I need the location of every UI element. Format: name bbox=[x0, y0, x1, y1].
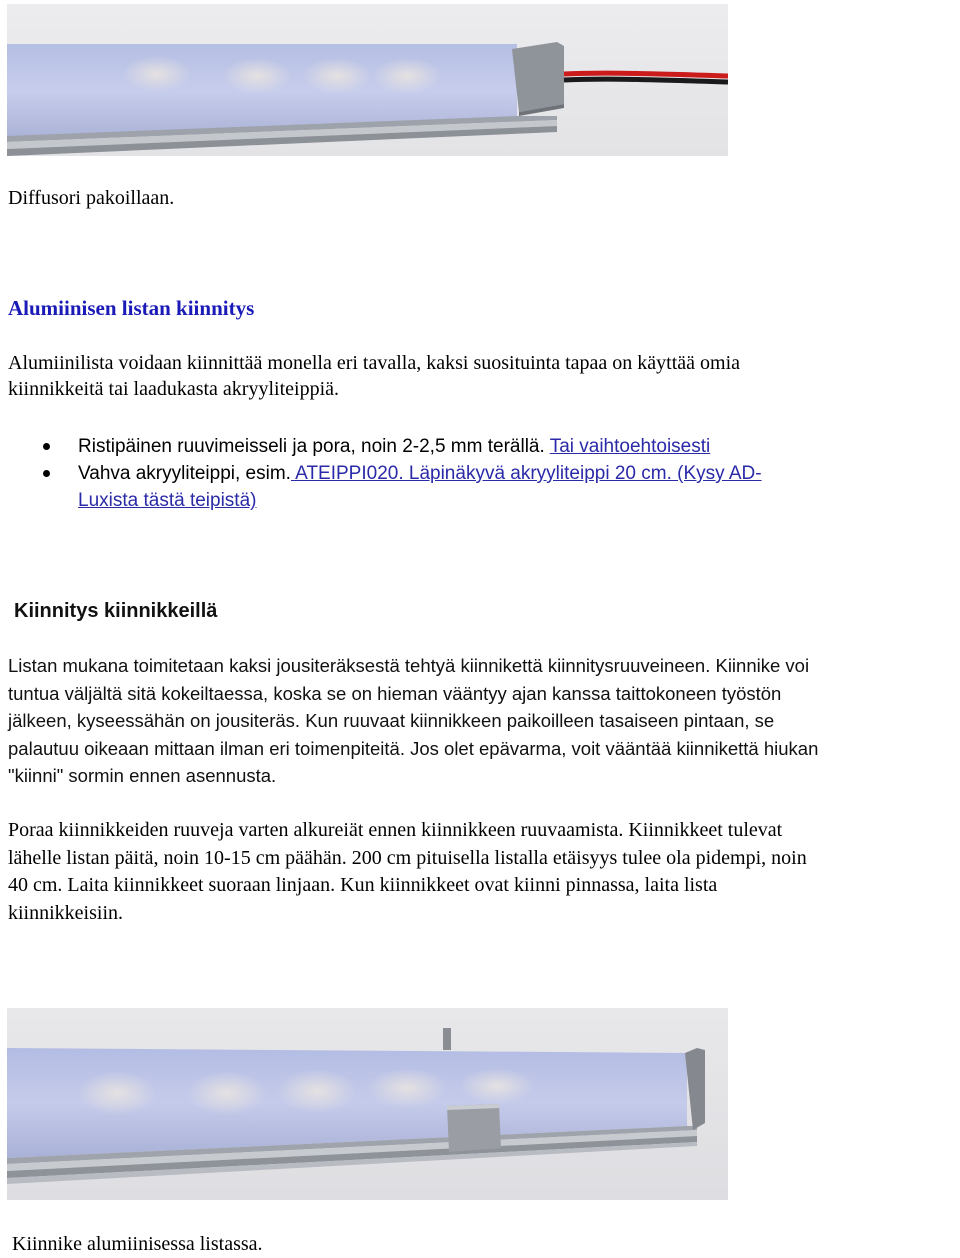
top-image-caption: Diffusori pakoillaan. bbox=[8, 187, 175, 209]
bullet-text: Ristipäinen ruuvimeisseli ja pora, noin 2-2,5 mm terällä. bbox=[78, 436, 550, 457]
paragraph-line: tuntua väljältä sitä kokeiltaessa, koska se on hieman vääntyy ajan kanssa taittokoneen työstön bbox=[8, 682, 782, 704]
intro-line-2: kiinnikkeitä tai laadukasta akryyliteippiä. bbox=[8, 378, 340, 400]
brackets-paragraph-2 bbox=[8, 817, 958, 927]
section-heading-brackets: Kiinnitys kiinnikkeillä bbox=[14, 600, 218, 622]
list-item bbox=[8, 460, 938, 514]
bracket-photo-bottom bbox=[7, 1008, 728, 1200]
list-item bbox=[8, 433, 938, 460]
acrylic-tape-link[interactable]: ATEIPPI020. Läpinäkyvä akryyliteippi 20 cm. (Kysy AD- bbox=[290, 463, 762, 484]
bullet-icon bbox=[43, 443, 50, 450]
led-strip-photo-top bbox=[7, 4, 728, 156]
section-heading-mounting: Alumiinisen listan kiinnitys bbox=[8, 296, 255, 320]
paragraph-line: "kiinni" sormin ennen asennusta. bbox=[8, 765, 277, 786]
alternatively-link[interactable]: Tai vaihtoehtoisesti bbox=[549, 436, 711, 457]
paragraph-line: kiinnikkeisiin. bbox=[8, 901, 123, 924]
brackets-paragraph-1 bbox=[8, 652, 958, 790]
bottom-image-caption: Kiinnike alumiinisessa listassa. bbox=[12, 1233, 263, 1255]
bullet-text: Vahva akryyliteippi, esim. bbox=[78, 463, 291, 484]
paragraph-line: Listan mukana toimitetaan kaksi jousiteräksestä tehtyä kiinnikettä kiinnitysruuveineen. Kiinnike voi bbox=[8, 655, 810, 676]
acrylic-tape-link-continued[interactable]: Luxista tästä teipistä) bbox=[78, 490, 257, 511]
paragraph-line: palautuu oikeaan mittaan ilman eri toimenpiteitä. Jos olet epävarma, voit vääntää kiinnikettä hiukan bbox=[8, 737, 819, 759]
paragraph-line: Poraa kiinnikkeiden ruuveja varten alkureiät ennen kiinnikkeen ruuvaamista. Kiinnikkeet tulevat bbox=[8, 819, 783, 841]
paragraph-line: jälkeen, kyseessähän on jousiteräs. Kun ruuvaat kiinnikkeen paikoilleen tasaiseen pintaan, se bbox=[8, 710, 775, 731]
intro-line-1: Alumiinilista voidaan kiinnittää monella eri tavalla, kaksi suosituinta tapaa on käyttää omia bbox=[8, 352, 741, 374]
bullet-icon bbox=[43, 470, 50, 477]
mounting-options-list bbox=[8, 433, 938, 514]
paragraph-line: 40 cm. Laita kiinnikkeet suoraan linjaan. Kun kiinnikkeet ovat kiinni pinnassa, laita lista bbox=[8, 874, 718, 896]
paragraph-line: lähelle listan päitä, noin 10-15 cm päähän. 200 cm pituisella listalla etäisyys tulee ola pidempi, noin bbox=[8, 846, 807, 869]
